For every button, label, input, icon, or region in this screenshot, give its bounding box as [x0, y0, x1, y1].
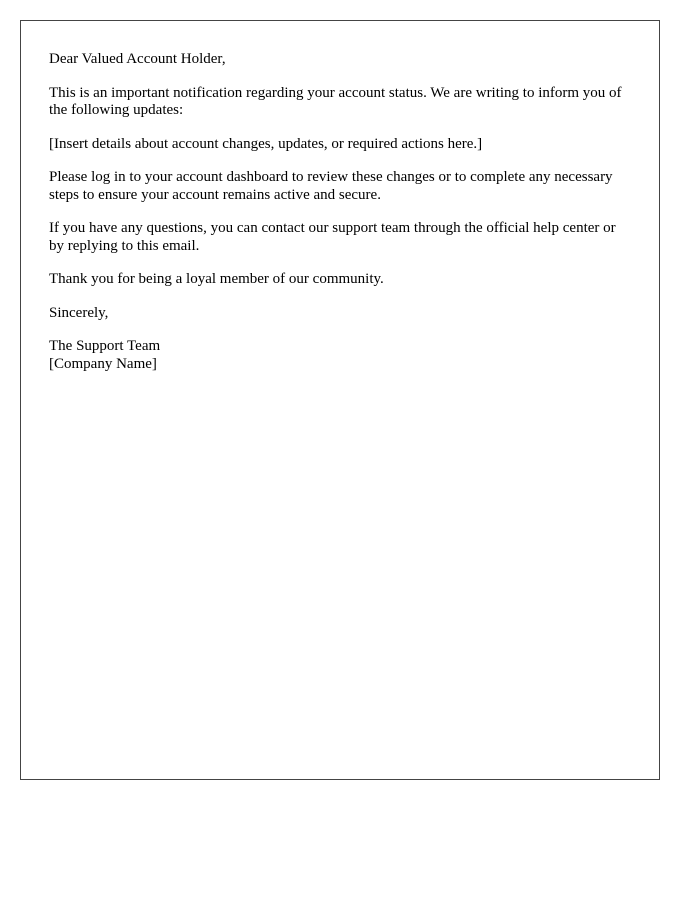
signature-company: [Company Name] [49, 355, 157, 372]
letter-closing: Sincerely, [49, 304, 109, 321]
letter-paragraph-support-contact: If you have any questions, you can contact our support team through the official help center or by replying to this email. [49, 220, 616, 254]
letter-document [20, 20, 660, 780]
letter-paragraph-details-placeholder: [Insert details about account changes, updates, or required actions here.] [49, 135, 483, 152]
signature-team: The Support Team [49, 338, 161, 354]
letter-paragraph-intro: This is an important notification regarding your account status. We are writing to inform you of the following updates: [49, 84, 622, 118]
signature-block [49, 338, 631, 373]
letter-paragraph-thanks: Thank you for being a loyal member of our community. [49, 271, 384, 287]
letter-paragraph-login-instructions: Please log in to your account dashboard to review these changes or to complete any necessary steps to ensure your account remains active and secure. [49, 169, 613, 203]
letter-salutation: Dear Valued Account Holder, [49, 51, 226, 67]
